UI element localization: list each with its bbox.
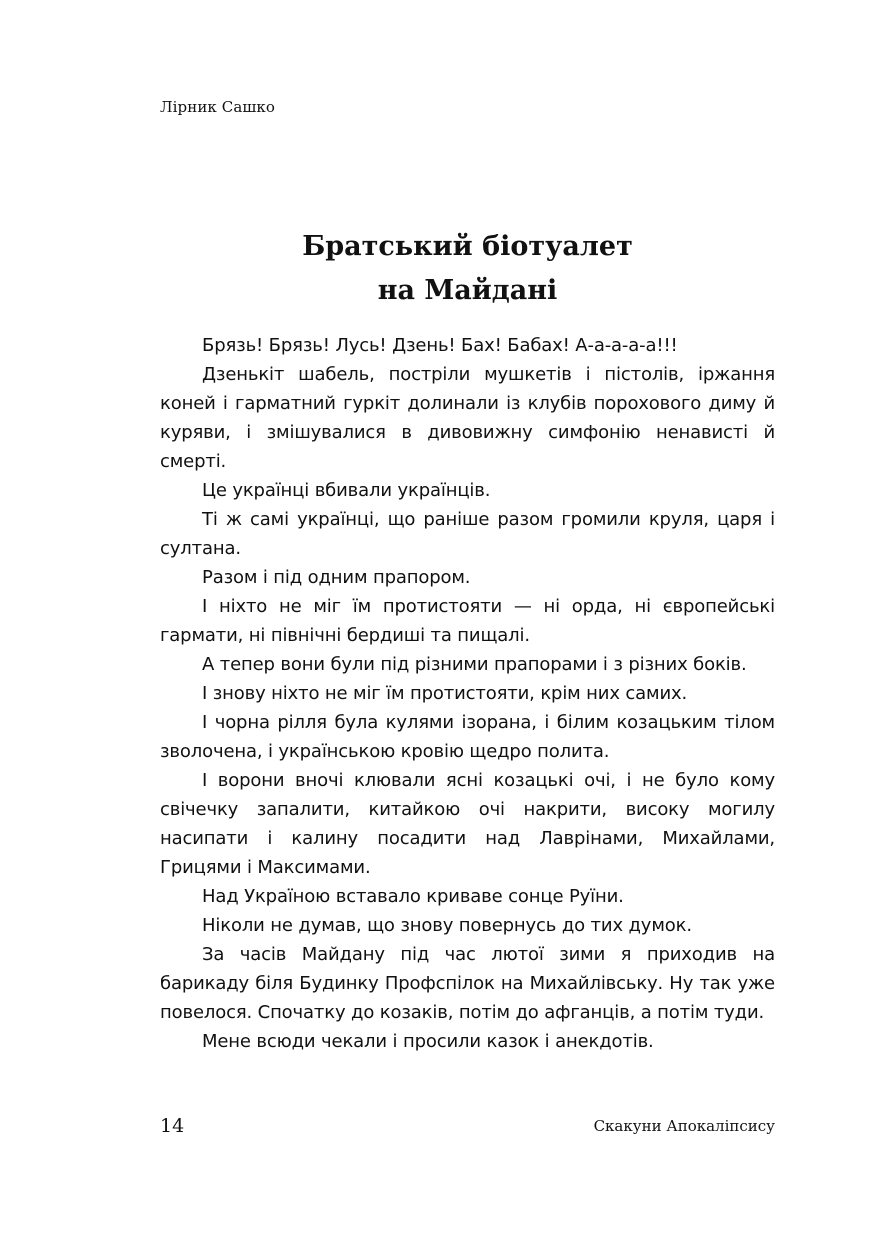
running-head-author: Лірник Сашко: [160, 98, 276, 116]
paragraph: І чорна рілля була кулями ізорана, і білим козацьким тілом зволочена, і українською кровію щедро полита.: [160, 712, 775, 762]
paragraph: Брязь! Брязь! Лусь! Дзень! Бах! Бабах! А-а-а-а-а!!!: [202, 335, 678, 356]
paragraph: Мене всюди чекали і просили казок і анекдотів.: [202, 1031, 654, 1052]
paragraph: Разом і під одним прапором.: [202, 567, 471, 588]
paragraph: А тепер вони були під різними прапорами і з різних боків.: [202, 654, 747, 675]
paragraph: За часів Майдану під час лютої зими я приходив на барикаду біля Будинку Профспілок на Михайлівську. Ну так уже повелося. Спочатку до козаків, потім до афганців, а потім туди.: [160, 944, 775, 1023]
paragraph: І знову ніхто не міг їм протистояти, крім них самих.: [202, 683, 688, 704]
paragraph: Над Україною вставало криваве сонце Руїни.: [202, 886, 624, 907]
chapter-title: [160, 225, 775, 313]
chapter-title-line-1: Братський біотуалет: [302, 231, 633, 262]
paragraph: І ніхто не міг їм протистояти — ні орда, ні європейські гармати, ні північні бердиші та пищалі.: [160, 596, 775, 646]
body-text: [160, 331, 775, 1056]
paragraph: І ворони вночі клювали ясні козацькі очі, і не було кому свічечку запалити, китайкою очі накрити, високу могилу насипати і калину посадити над Лаврінами, Михайлами, Грицями і Максимами.: [160, 770, 775, 878]
page-number: 14: [160, 1115, 185, 1137]
paragraph: Ніколи не думав, що знову повернусь до тих думок.: [202, 915, 692, 936]
paragraph: Ті ж самі українці, що раніше разом громили круля, царя і султана.: [160, 509, 775, 559]
paragraph: Це українці вбивали українців.: [202, 480, 491, 501]
running-foot-book-title: Скакуни Апокаліпсису: [593, 1117, 775, 1135]
paragraph: Дзенькіт шабель, постріли мушкетів і пістолів, іржання коней і гарматний гуркіт долинали із клубів порохового диму й куряви, і змішувалися в дивовижну симфонію ненависті й смерті.: [160, 364, 775, 472]
chapter-title-line-2: на Майдані: [377, 275, 558, 306]
